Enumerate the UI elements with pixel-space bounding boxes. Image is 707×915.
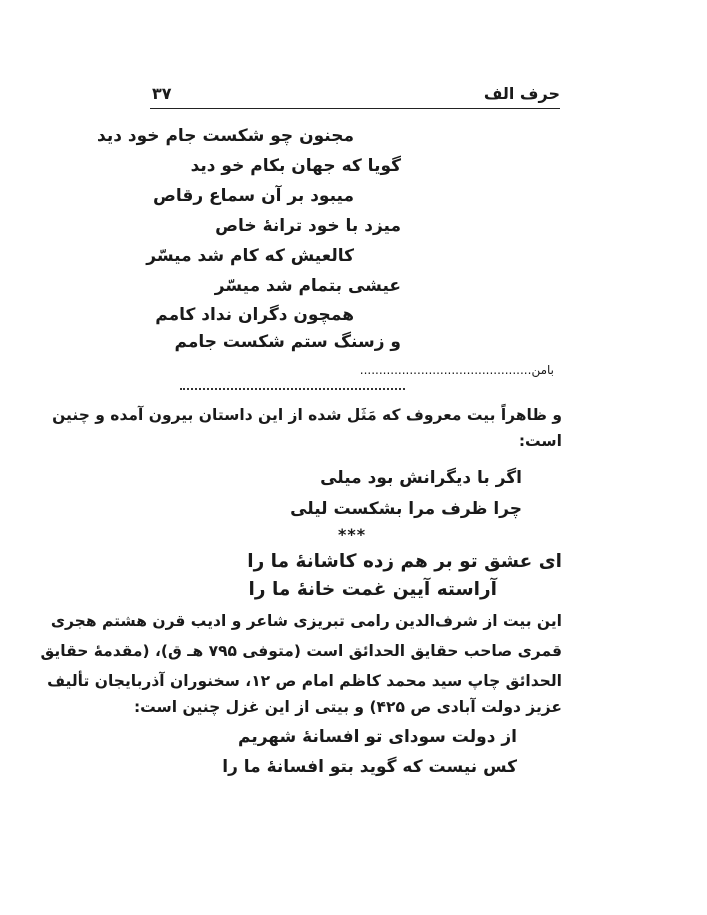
verse-tail: بامن............................................. <box>359 363 554 377</box>
page-header <box>150 82 560 109</box>
entry-verse: ای عشق تو بر هم زده کاشانهٔ ما را <box>247 551 562 572</box>
prose-line: این بیت از شرف‌الدین رامی تبریزی شاعر و ادیب قرن هشتم هجری <box>50 612 562 630</box>
verse-line: میبود بر آن سماع رقاص <box>152 186 354 206</box>
prose-line: و ظاهراً بیت معروف که مَثَل شده از این داستان بیرون آمده و چنین <box>52 406 562 424</box>
prose-line: عزیز دولت آبادی ص ۴۲۵) و بیتی از این غزل چنین است: <box>133 698 562 716</box>
verse-line: از دولت سودای تو افسانهٔ شهریم <box>238 727 517 747</box>
verse-line: اگر با دیگرانش بود میلی <box>320 468 522 488</box>
prose-line: است: <box>518 432 562 450</box>
prose-line: الحدائق چاپ سید محمد کاظم امام ص ۱۲، سخنوران آذربایجان تألیف <box>47 672 562 690</box>
verse-line: مجنون چو شکست جام خود دید <box>97 126 354 146</box>
verse-line: همچون دگران نداد کامم <box>155 305 354 325</box>
section-title: حرف الف <box>483 84 560 103</box>
footnote-separator <box>180 388 405 390</box>
verse-line: چرا ظرف مرا بشکست لیلی <box>290 499 522 519</box>
section-separator: *** <box>338 525 367 544</box>
verse-line: کس نیست که گوید بتو افسانهٔ ما را <box>222 757 517 777</box>
verse-line: و زسنگ ستم شکست جامم <box>174 332 401 352</box>
prose-line: قمری صاحب حقایق الحدائق است (متوفی ۷۹۵ هـ ق)، (مقدمهٔ حقایق <box>40 642 562 660</box>
entry-verse: آراسته آیین غمت خانهٔ ما را <box>248 579 497 600</box>
verse-line: گویا که جهان بکام خو دید <box>190 156 401 176</box>
verse-line: عیشی بتمام شد میسّر <box>214 276 401 296</box>
page-number: ۳۷ <box>152 84 172 103</box>
verse-line: کالعیش که کام شد میسّر <box>146 246 354 266</box>
verse-line: میزد با خود ترانهٔ خاص <box>215 216 401 236</box>
